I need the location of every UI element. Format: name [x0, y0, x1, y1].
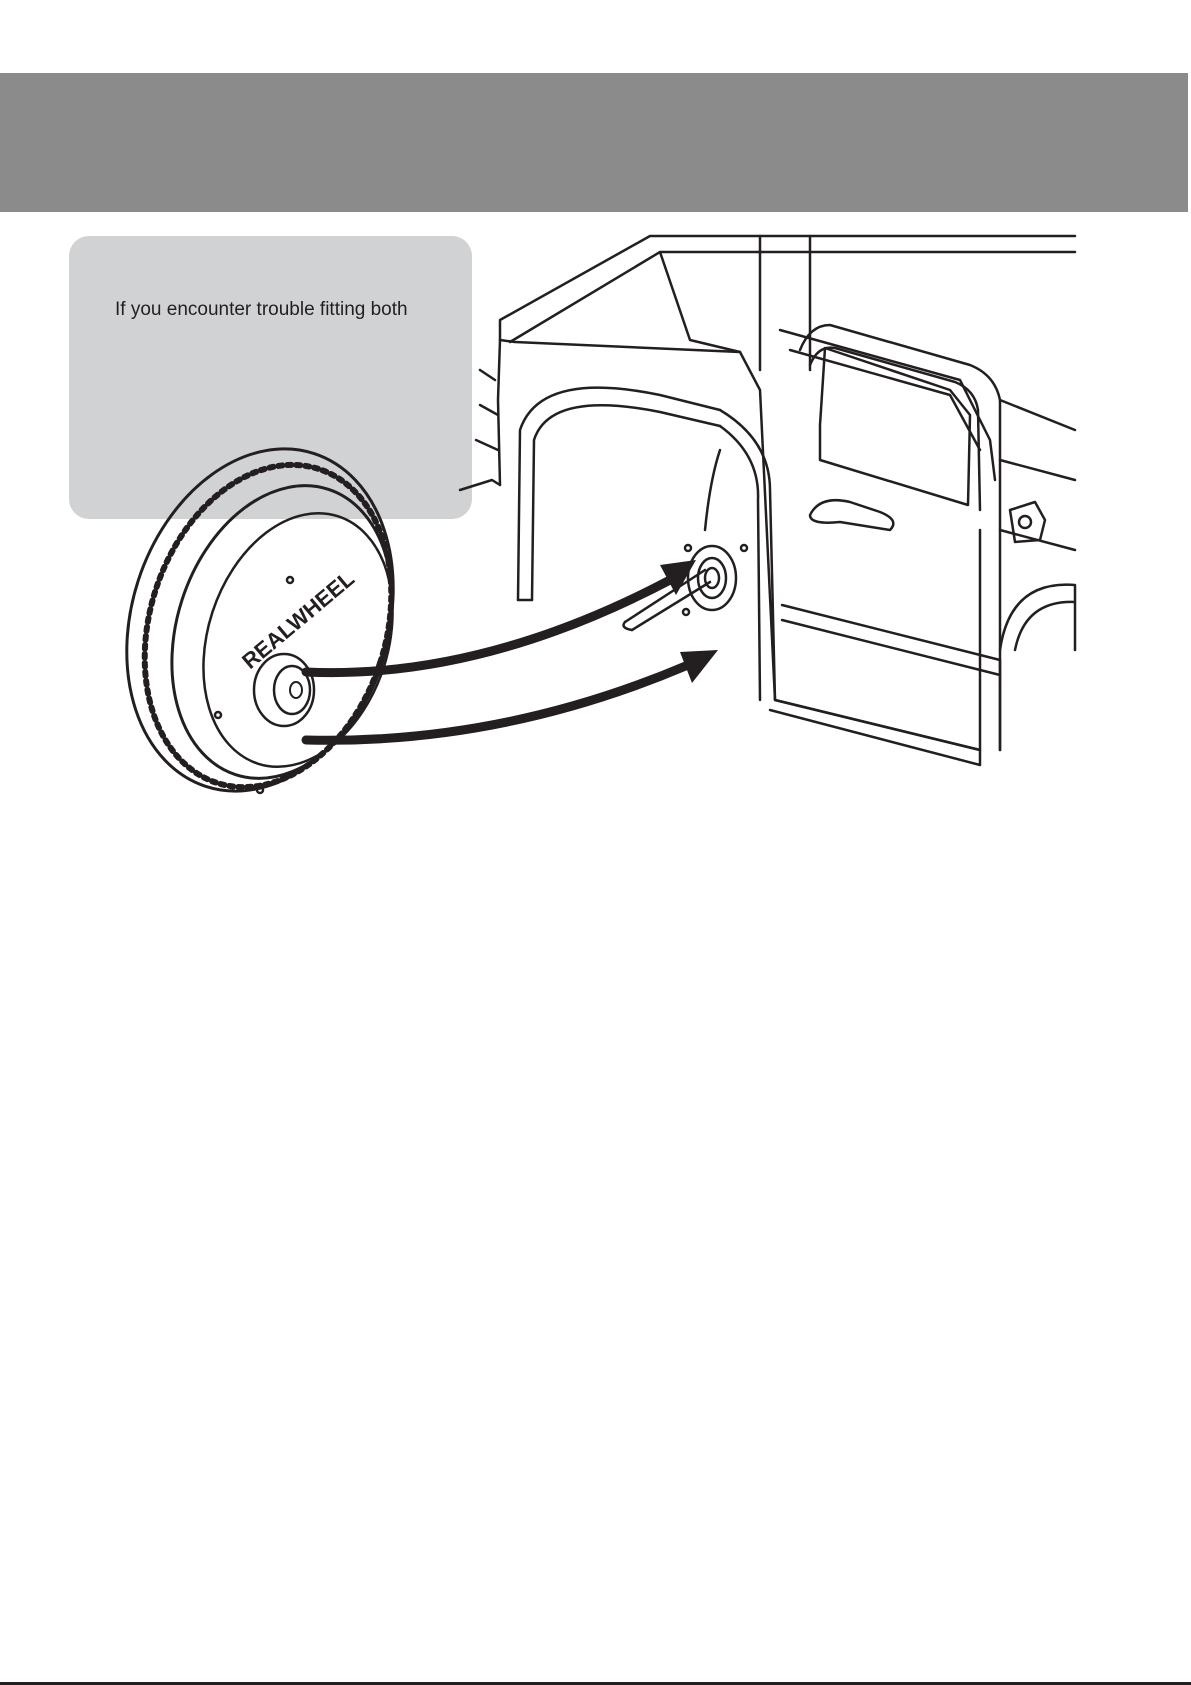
fit-arrows — [306, 580, 688, 740]
wheel — [120, 414, 436, 826]
wheel-installation-illustration — [120, 230, 1080, 840]
header-band — [0, 73, 1188, 212]
wheel-lettering: REALWHEEL — [237, 565, 360, 674]
note-text: If you encounter trouble fitting both — [115, 299, 408, 320]
truck-body — [460, 236, 1075, 765]
